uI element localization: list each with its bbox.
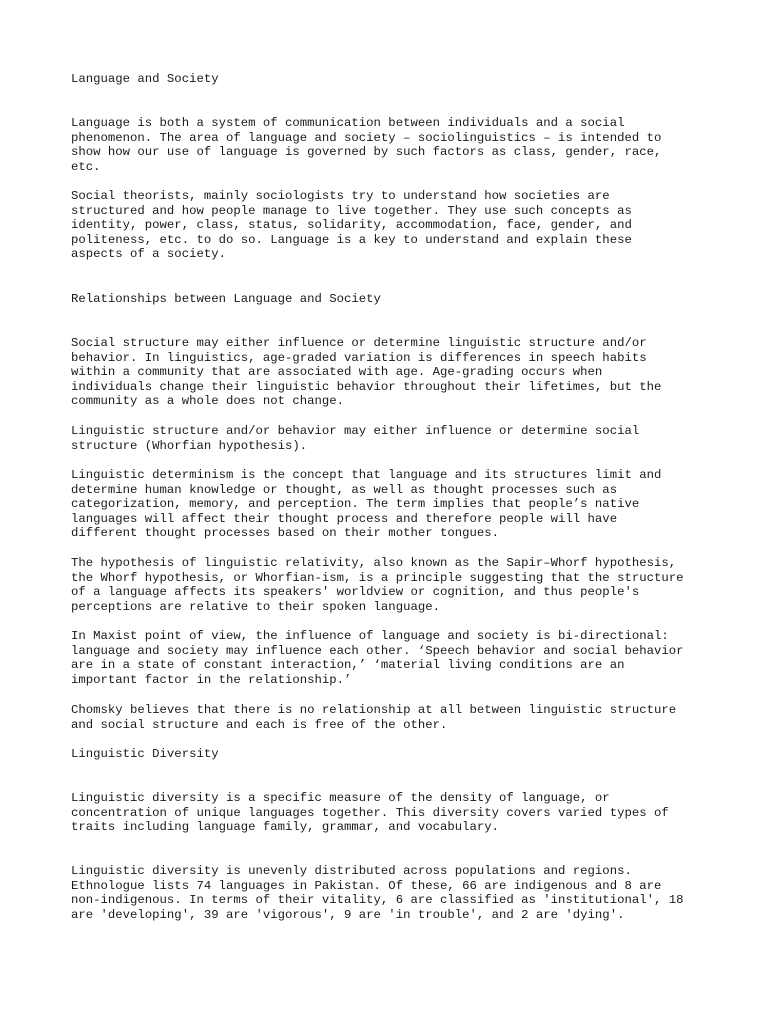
- diversity-paragraph-1: Linguistic diversity is a specific measure of the density of language, or concentration of unique languages together. This diversity covers varied types of traits including language family, grammar, and vocabulary.: [71, 791, 669, 835]
- relationships-paragraph-4: The hypothesis of linguistic relativity, also known as the Sapir–Whorf hypothesis, the Whorf hypothesis, or Whorfian-ism, is a principle suggesting that the structure of a language affects its speakers' worldview or cognition, and thus people's perceptions are relative to their spoken language.: [71, 556, 684, 614]
- section-heading-diversity: Linguistic Diversity: [71, 747, 219, 761]
- relationships-paragraph-3: Linguistic determinism is the concept that language and its structures limit and determine human knowledge or thought, as well as thought processes such as categorization, memory, and perception. The term implies that people’s native languages will affect their thought process and therefore people will have different thought processes based on their mother tongues.: [71, 468, 662, 541]
- relationships-paragraph-2: Linguistic structure and/or behavior may either influence or determine social structure (Whorfian hypothesis).: [71, 424, 640, 453]
- document-title: Language and Society: [71, 72, 219, 86]
- diversity-paragraph-2: Linguistic diversity is unevenly distributed across populations and regions. Ethnologue lists 74 languages in Pakistan. Of these, 66 are indigenous and 8 are non-indigenous. In terms of their vitality, 6 are classified as 'institutional', 18 are 'developing', 39 are 'vigorous', 9 are 'in trouble', and 2 are 'dying'.: [71, 864, 684, 922]
- relationships-paragraph-5: In Maxist point of view, the influence of language and society is bi-directional: language and society may influence each other. ‘Speech behavior and social behavior are in a state of constant interaction,’ ‘material living conditions are an important factor in the relationship.’: [71, 629, 684, 687]
- section-heading-relationships: Relationships between Language and Society: [71, 292, 381, 306]
- relationships-paragraph-1: Social structure may either influence or determine linguistic structure and/or behavior. In linguistics, age-graded variation is differences in speech habits within a community that are associated with age. Age-grading occurs when individuals change their linguistic behavior throughout their lifetimes, but the community as a whole does not change.: [71, 336, 662, 409]
- intro-paragraph-1: Language is both a system of communication between individuals and a social phenomenon. The area of language and society – sociolinguistics – is intended to show how our use of language is governed by such factors as class, gender, race, etc.: [71, 116, 662, 174]
- relationships-paragraph-6: Chomsky believes that there is no relationship at all between linguistic structure and social structure and each is free of the other.: [71, 703, 677, 732]
- intro-paragraph-2: Social theorists, mainly sociologists try to understand how societies are structured and how people manage to live together. They use such concepts as identity, power, class, status, solidarity, accommodation, face, gender, and politeness, etc. to do so. Language is a key to understand and explain these aspects of a society.: [71, 189, 632, 262]
